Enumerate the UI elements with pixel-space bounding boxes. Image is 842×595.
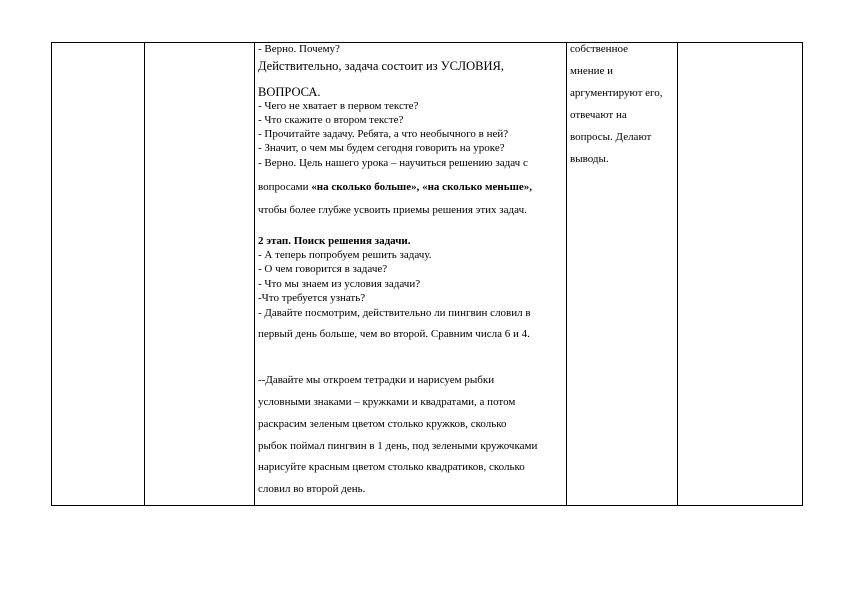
text-line: выводы. <box>570 153 609 165</box>
text-line: условными знаками – кружками и квадратами, а потом <box>258 396 516 408</box>
stage-heading: 2 этап. Поиск решения задачи. <box>258 235 411 247</box>
text-line: - А теперь попробуем решить задачу. <box>258 249 432 261</box>
text-line: - Чего не хватает в первом тексте? <box>258 100 419 112</box>
column-divider <box>566 42 567 506</box>
text-line: первый день больше, чем во второй. Сравним числа 6 и 4. <box>258 328 530 340</box>
table-bottom-border <box>51 505 803 506</box>
text-line: мнение и <box>570 65 614 77</box>
text-line: - Прочитайте задачу. Ребята, а что необычного в ней? <box>258 128 509 140</box>
text-line: собственное <box>570 43 628 55</box>
cell-goal <box>145 43 254 505</box>
cell-stage <box>52 43 144 505</box>
text-line: - Верно. Почему? <box>258 43 340 55</box>
text-line: словил во второй день. <box>258 483 366 495</box>
text-line: - Что скажите о втором тексте? <box>258 114 404 126</box>
text-line: нарисуйте красным цветом столько квадратиков, сколько <box>258 461 525 473</box>
cell-teacher-activity <box>258 43 564 505</box>
column-divider <box>802 42 803 506</box>
text-line: аргументируют его, <box>570 87 663 99</box>
text-line: -Что требуется узнать? <box>258 292 366 304</box>
text-line: - О чем говорится в задаче? <box>258 263 388 275</box>
text-plain: вопросами <box>258 181 312 193</box>
text-line: --Давайте мы откроем тетрадки и нарисуем рыбки <box>258 374 495 386</box>
text-line: чтобы более глубже усвоить приемы решения этих задач. <box>258 204 527 216</box>
text-line: - Давайте посмотрим, действительно ли пингвин словил в <box>258 307 531 319</box>
text-line: отвечают на <box>570 109 627 121</box>
text-bold: «на сколько больше», «на сколько меньше», <box>311 181 532 193</box>
text-line: вопросы. Делают <box>570 131 652 143</box>
text-line: - Значит, о чем мы будем сегодня говорить на уроке? <box>258 142 505 154</box>
text-line: рыбок поймал пингвин в 1 день, под зелеными кружочками <box>258 440 538 452</box>
text-line: раскрасим зеленым цветом столько кружков, сколько <box>258 418 507 430</box>
text-line <box>258 181 532 193</box>
text-line: Действительно, задача состоит из УСЛОВИЯ, <box>258 59 504 73</box>
text-line: - Что мы знаем из условия задачи? <box>258 278 421 290</box>
cell-notes <box>678 43 802 505</box>
column-divider <box>254 42 255 506</box>
text-line: - Верно. Цель нашего урока – научиться решению задач с <box>258 157 528 169</box>
cell-student-activity <box>570 43 676 505</box>
text-line: ВОПРОСА. <box>258 85 321 99</box>
